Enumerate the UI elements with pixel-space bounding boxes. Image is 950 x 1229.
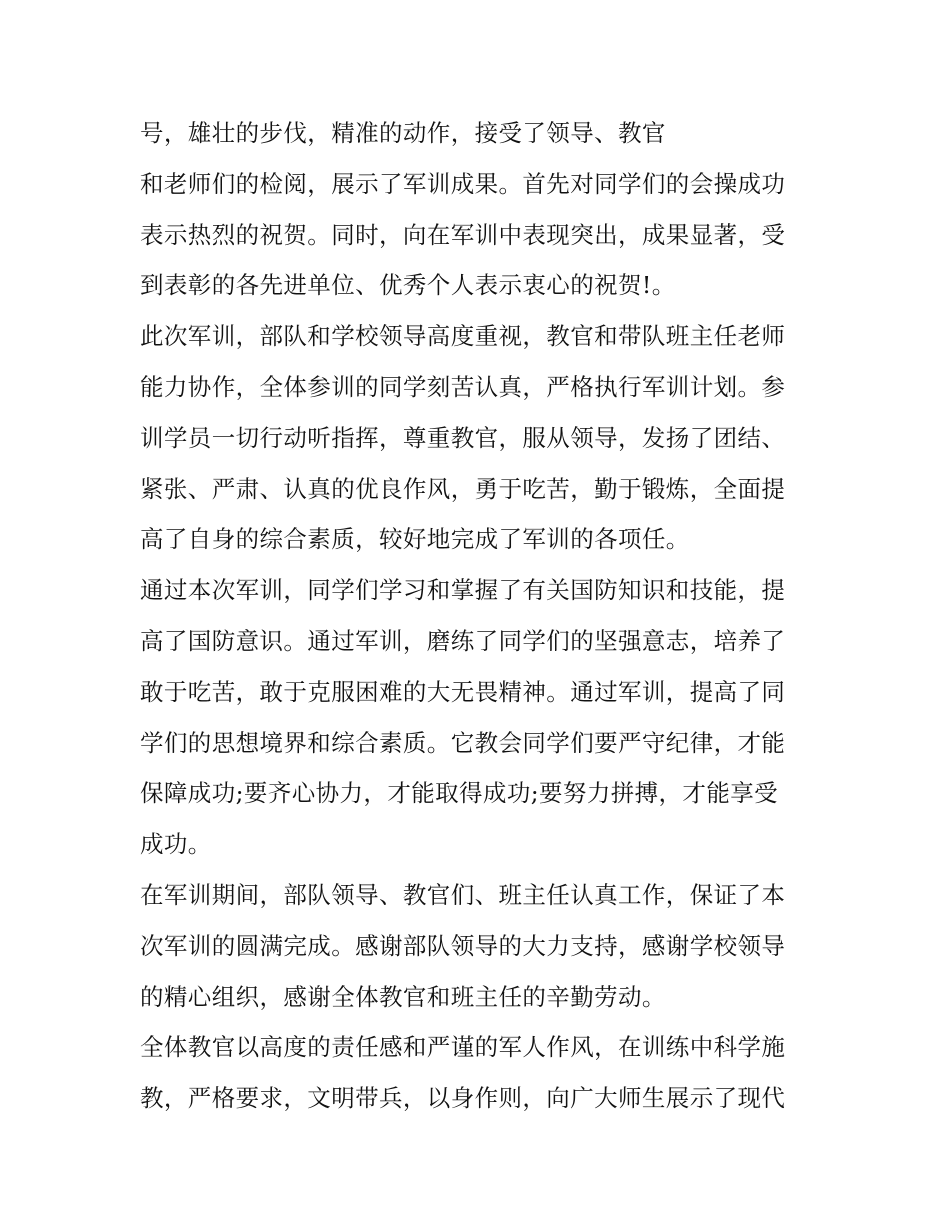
- text-line: 通过本次军训，同学们学习和掌握了有关国防知识和技能，提: [140, 576, 786, 605]
- text-line: 次军训的圆满完成。感谢部队领导的大力支持，感谢学校领导: [140, 931, 786, 960]
- text-line: 成功。: [140, 830, 212, 859]
- text-line: 和老师们的检阅，展示了军训成果。首先对同学们的会操成功: [140, 169, 786, 198]
- text-line: 号，雄壮的步伐，精准的动作，接受了领导、教官: [140, 119, 666, 147]
- document-body: [140, 108, 820, 1124]
- text-line: 高了国防意识。通过军训，磨练了同学们的坚强意志，培养了: [140, 626, 786, 655]
- text-line: 表示热烈的祝贺。同时，向在军训中表现突出，成果显著，受: [140, 220, 786, 249]
- text-line: 教，严格要求，文明带兵，以身作则，向广大师生展示了现代: [140, 1084, 786, 1113]
- text-line: 能力协作，全体参训的同学刻苦认真，严格执行军训计划。参: [140, 372, 786, 401]
- text-line: 高了自身的综合素质，较好地完成了军训的各项任。: [140, 525, 690, 554]
- text-line: 的精心组织，感谢全体教官和班主任的辛勤劳动。: [140, 982, 666, 1011]
- text-line: 训学员一切行动听指挥，尊重教官，服从领导，发扬了团结、: [140, 423, 786, 452]
- text-line: 在军训期间，部队领导、教官们、班主任认真工作，保证了本: [140, 880, 786, 909]
- text-line: 学们的思想境界和综合素质。它教会同学们要严守纪律，才能: [140, 728, 786, 757]
- text-line: 紧张、严肃、认真的优良作风，勇于吃苦，勤于锻炼，全面提: [140, 474, 786, 503]
- text-line: 全体教官以高度的责任感和严谨的军人作风，在训练中科学施: [140, 1033, 786, 1062]
- text-line: 敢于吃苦，敢于克服困难的大无畏精神。通过军训，提高了同: [140, 677, 786, 706]
- text-line: 到表彰的各先进单位、优秀个人表示衷心的祝贺!。: [140, 271, 676, 300]
- text-line: 此次军训，部队和学校领导高度重视，教官和带队班主任老师: [140, 322, 786, 351]
- text-line: 保障成功;要齐心协力，才能取得成功;要努力拼搏，才能享受: [140, 779, 779, 808]
